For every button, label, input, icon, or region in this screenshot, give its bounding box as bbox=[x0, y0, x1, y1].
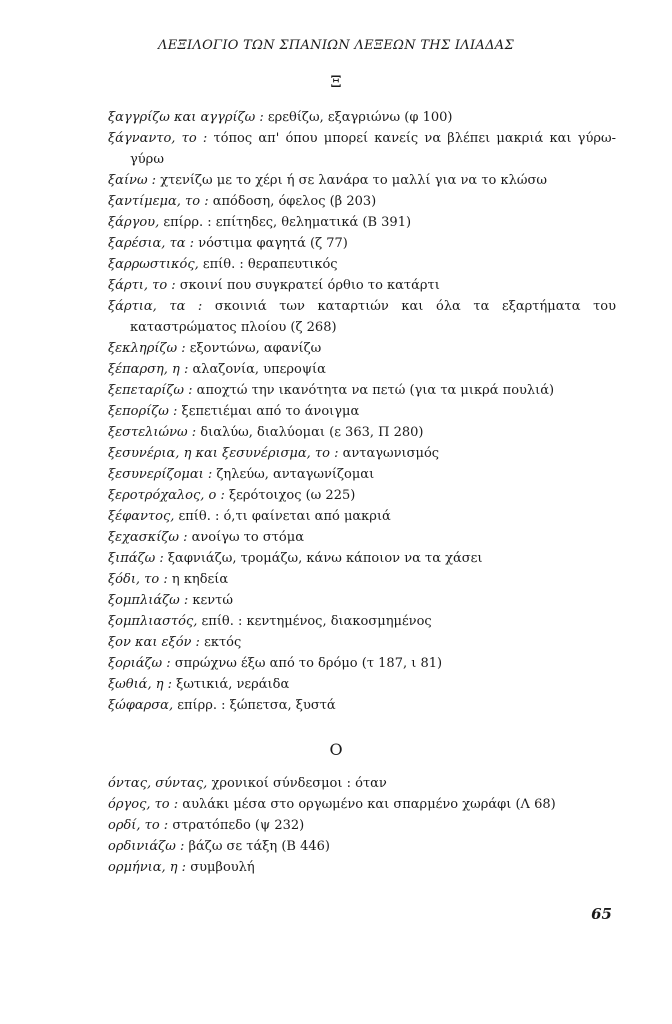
entry-headword: ξέφαντος, bbox=[108, 509, 175, 524]
entry-definition: ξαφνιάζω, τρομάζω, κάνω κάποιον να τα χάσει bbox=[167, 551, 483, 566]
entry-headword: ξεχασκίζω : bbox=[108, 530, 188, 545]
entry-definition: κεντώ bbox=[192, 593, 233, 608]
entry-definition: χρονικοί σύνδεσμοι : όταν bbox=[211, 776, 387, 791]
entry-headword: ξεστελιώνω : bbox=[108, 425, 197, 440]
dictionary-entry bbox=[108, 401, 616, 422]
entry-headword: ξαρέσια, τα : bbox=[108, 236, 195, 251]
entry-definition: επίρρ. : επίτηδες, θεληματικά (Β 391) bbox=[163, 215, 412, 230]
entry-headword: ξεροτρόχαλος, ο : bbox=[108, 488, 225, 503]
entry-list-omicron bbox=[108, 773, 616, 878]
entry-definition: επίθ. : θεραπευτικός bbox=[202, 257, 338, 272]
dictionary-entry bbox=[108, 794, 616, 815]
dictionary-entry bbox=[108, 632, 616, 653]
entry-list-xi bbox=[108, 107, 616, 716]
dictionary-entry bbox=[108, 527, 616, 548]
dictionary-entry bbox=[108, 128, 616, 170]
dictionary-entry bbox=[108, 836, 616, 857]
entry-definition: χτενίζω με το χέρι ή σε λανάρα το μαλλί για να το κλώσω bbox=[160, 173, 547, 188]
entry-definition: εξοντώνω, αφανίζω bbox=[189, 341, 322, 356]
entry-definition: ξερότοιχος (ω 225) bbox=[229, 488, 356, 503]
dictionary-entry bbox=[108, 590, 616, 611]
entry-headword: ξεπεταρίζω : bbox=[108, 383, 193, 398]
entry-headword: ξοριάζω : bbox=[108, 656, 171, 671]
entry-definition: η κηδεία bbox=[171, 572, 229, 587]
dictionary-entry bbox=[108, 464, 616, 485]
entry-headword: ξον και εξόν : bbox=[108, 635, 200, 650]
dictionary-entry bbox=[108, 773, 616, 794]
dictionary-entry bbox=[108, 191, 616, 212]
entry-headword: ξάρτια, τα : bbox=[108, 299, 203, 314]
dictionary-entry bbox=[108, 653, 616, 674]
dictionary-entry bbox=[108, 254, 616, 275]
entry-definition: αποχτώ την ικανότητα να πετώ (για τα μικρά πουλιά) bbox=[196, 383, 555, 398]
entry-headword: ξάρτι, το : bbox=[108, 278, 176, 293]
entry-definition: επίρρ. : ξώπετσα, ξυστά bbox=[177, 698, 336, 713]
entry-headword: ξεσυνέρια, η και ξεσυνέρισμα, το : bbox=[108, 446, 339, 461]
entry-headword: ξώφαρσα, bbox=[108, 698, 174, 713]
entry-definition: ξεπετιέμαι από το άνοιγμα bbox=[181, 404, 360, 419]
entry-headword: ξεπορίζω : bbox=[108, 404, 178, 419]
entry-definition: επίθ. : ό,τι φαίνεται από μακριά bbox=[178, 509, 391, 524]
dictionary-entry bbox=[108, 506, 616, 527]
entry-headword: ξαίνω : bbox=[108, 173, 157, 188]
entry-definition: στρατόπεδο (ψ 232) bbox=[172, 818, 305, 833]
entry-headword: ξαγγρίζω και αγγρίζω : bbox=[108, 110, 264, 125]
entry-headword: ξεκληρίζω : bbox=[108, 341, 186, 356]
entry-headword: ξομπλιαστός, bbox=[108, 614, 198, 629]
entry-definition: ανοίγω το στόμα bbox=[191, 530, 304, 545]
entry-definition: αυλάκι μέσα στο οργωμένο και σπαρμένο χωράφι (Λ 68) bbox=[182, 797, 556, 812]
dictionary-entry bbox=[108, 212, 616, 233]
dictionary-entry bbox=[108, 296, 616, 338]
entry-headword: ξιπάζω : bbox=[108, 551, 164, 566]
entry-headword: όργος, το : bbox=[108, 797, 179, 812]
entry-definition: απόδοση, όφελος (β 203) bbox=[212, 194, 377, 209]
entry-definition: διαλύω, διαλύομαι (ε 363, Π 280) bbox=[200, 425, 424, 440]
dictionary-entry bbox=[108, 857, 616, 878]
entry-definition: ερεθίζω, εξαγριώνω (φ 100) bbox=[267, 110, 453, 125]
entry-headword: ορδινιάζω : bbox=[108, 839, 185, 854]
dictionary-entry bbox=[108, 422, 616, 443]
entry-definition: επίθ. : κεντημένος, διακοσμημένος bbox=[201, 614, 432, 629]
dictionary-entry bbox=[108, 548, 616, 569]
entry-headword: ξάργου, bbox=[108, 215, 160, 230]
entry-headword: ξόδι, το : bbox=[108, 572, 168, 587]
entry-headword: ξομπλιάζω : bbox=[108, 593, 189, 608]
dictionary-entry bbox=[108, 695, 616, 716]
entry-definition: σπρώχνω έξω από το δρόμο (τ 187, ι 81) bbox=[174, 656, 443, 671]
dictionary-entry bbox=[108, 170, 616, 191]
entry-definition: εκτός bbox=[204, 635, 242, 650]
letter-heading-omicron: Ο bbox=[329, 740, 343, 759]
entry-definition: ζηλεύω, ανταγωνίζομαι bbox=[216, 467, 375, 482]
dictionary-entry bbox=[108, 485, 616, 506]
dictionary-entry bbox=[108, 338, 616, 359]
entry-headword: ορδί, το : bbox=[108, 818, 169, 833]
entry-headword: ξεσυνερίζομαι : bbox=[108, 467, 213, 482]
page-number: 65 bbox=[591, 905, 612, 923]
entry-headword: ξαρρωστικός, bbox=[108, 257, 199, 272]
dictionary-entry bbox=[108, 674, 616, 695]
entry-definition: συμβουλή bbox=[190, 860, 255, 875]
dictionary-entry bbox=[108, 611, 616, 632]
entry-headword: ξάγναντο, το : bbox=[108, 131, 208, 146]
entry-definition: ανταγωνισμός bbox=[342, 446, 440, 461]
entry-definition: νόστιμα φαγητά (ζ 77) bbox=[198, 236, 348, 251]
entry-definition: ξωτικιά, νεράιδα bbox=[176, 677, 290, 692]
dictionary-entry bbox=[108, 275, 616, 296]
entry-definition: τόπος απ' όπου μπορεί κανείς να βλέπει μακριά και γύρω-γύρω bbox=[130, 131, 616, 167]
entry-headword: ξέπαρση, η : bbox=[108, 362, 189, 377]
entry-definition: βάζω σε τάξη (Β 446) bbox=[188, 839, 330, 854]
letter-heading-xi: Ξ bbox=[330, 72, 342, 91]
entry-headword: όντας, σύντας, bbox=[108, 776, 208, 791]
dictionary-entry bbox=[108, 815, 616, 836]
entry-headword: ξαντίμεμα, το : bbox=[108, 194, 209, 209]
dictionary-entry bbox=[108, 569, 616, 590]
dictionary-entry bbox=[108, 107, 616, 128]
entry-definition: αλαζονία, υπεροψία bbox=[192, 362, 326, 377]
entry-headword: ξωθιά, η : bbox=[108, 677, 173, 692]
entry-definition: σκοινί που συγκρατεί όρθιο το κατάρτι bbox=[179, 278, 440, 293]
entry-definition: σκοινιά των καταρτιών και όλα τα εξαρτήματα του καταστρώματος πλοίου (ζ 268) bbox=[130, 299, 616, 335]
dictionary-entry bbox=[108, 359, 616, 380]
dictionary-entry bbox=[108, 380, 616, 401]
running-title: ΛΕΞΙΛΟΓΙΟ ΤΩΝ ΣΠΑΝΙΩΝ ΛΕΞΕΩΝ ΤΗΣ ΙΛΙΑΔΑΣ bbox=[158, 38, 514, 53]
dictionary-entry bbox=[108, 443, 616, 464]
entry-headword: ορμήνια, η : bbox=[108, 860, 187, 875]
dictionary-entry bbox=[108, 233, 616, 254]
